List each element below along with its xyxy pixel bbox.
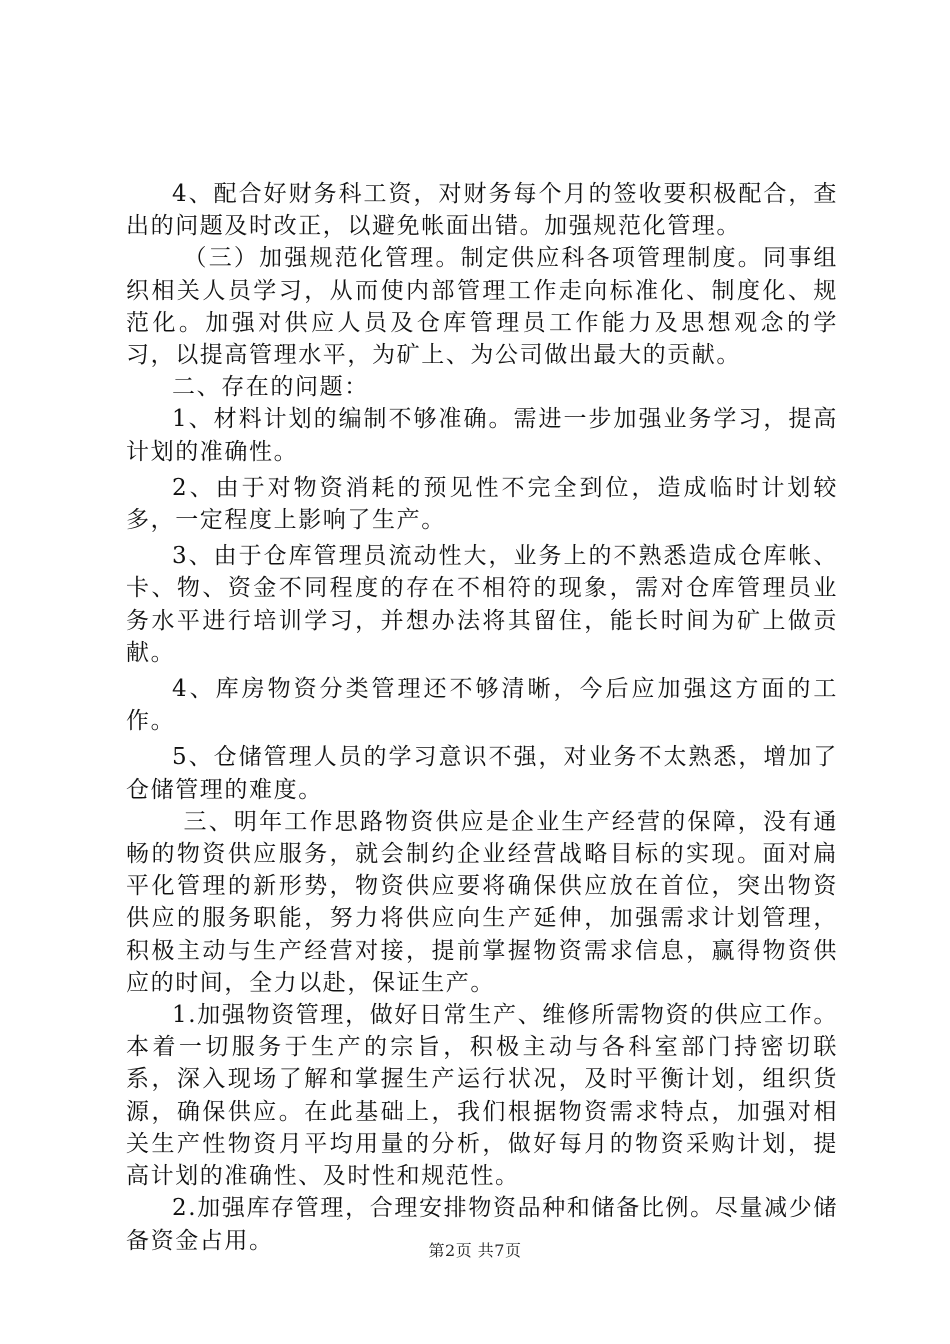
document-body [126,178,838,1257]
paragraph-next-year-plan: 三、明年工作思路物资供应是企业生产经营的保障，没有通畅的物资供应服务，就会制约企业经营战略目标的实现。面对扁平化管理的新形势，物资供应要将确保供应放在首位，突出物资供应的服务职能，努力将供应向生产延伸，加强需求计划管理，积极主动与生产经营对接，提前掌握物资需求信息，赢得物资供应的时间，全力以赴，保证生产。 [126,808,838,996]
paragraph-finance-cooperation: 4、配合好财务科工资，对财务每个月的签收要积极配合，查出的问题及时改正，以避免帐面出错。加强规范化管理。 [126,181,838,240]
paragraph-problem-1: 1、材料计划的编制不够准确。需进一步加强业务学习，提高计划的准确性。 [126,406,838,465]
paragraph-standardized-management: （三）加强规范化管理。制定供应科各项管理制度。同事组织相关人员学习，从而使内部管理工作走向标准化、制度化、规范化。加强对供应人员及仓库管理员工作能力及思想观念的学习，以提高管理水平，为矿上、为公司做出最大的贡献。 [126,245,838,369]
paragraph-problem-5: 5、仓储管理人员的学习意识不强，对业务不太熟悉，增加了仓储管理的难度。 [126,744,838,803]
paragraph-plan-2: 2.加强库存管理，合理安排物资品种和储备比例。尽量减少储备资金占用。 [126,1195,838,1254]
paragraph-plan-1: 1.加强物资管理，做好日常生产、维修所需物资的供应工作。本着一切服务于生产的宗旨，积极主动与各科室部门持密切联系，深入现场了解和掌握生产运行状况，及时平衡计划，组织货源，确保供应。在此基础上，我们根据物资需求特点，加强对相关生产性物资月平均用量的分析，做好每月的物资采购计划，提高计划的准确性、及时性和规范性。 [126,1002,838,1190]
heading-existing-problems: 二、存在的问题： [172,374,369,401]
paragraph-problem-4: 4、库房物资分类管理还不够清晰，今后应加强这方面的工作。 [126,676,838,735]
paragraph-problem-3: 3、由于仓库管理员流动性大，业务上的不熟悉造成仓库帐、卡、物、资金不同程度的存在不相符的现象，需对仓库管理员业务水平进行培训学习，并想办法将其留住，能长时间为矿上做贡献。 [126,543,838,666]
paragraph-problem-2: 2、由于对物资消耗的预见性不完全到位，造成临时计划较多，一定程度上影响了生产。 [126,474,838,534]
page-footer: 第2页 共7页 [428,1241,522,1260]
